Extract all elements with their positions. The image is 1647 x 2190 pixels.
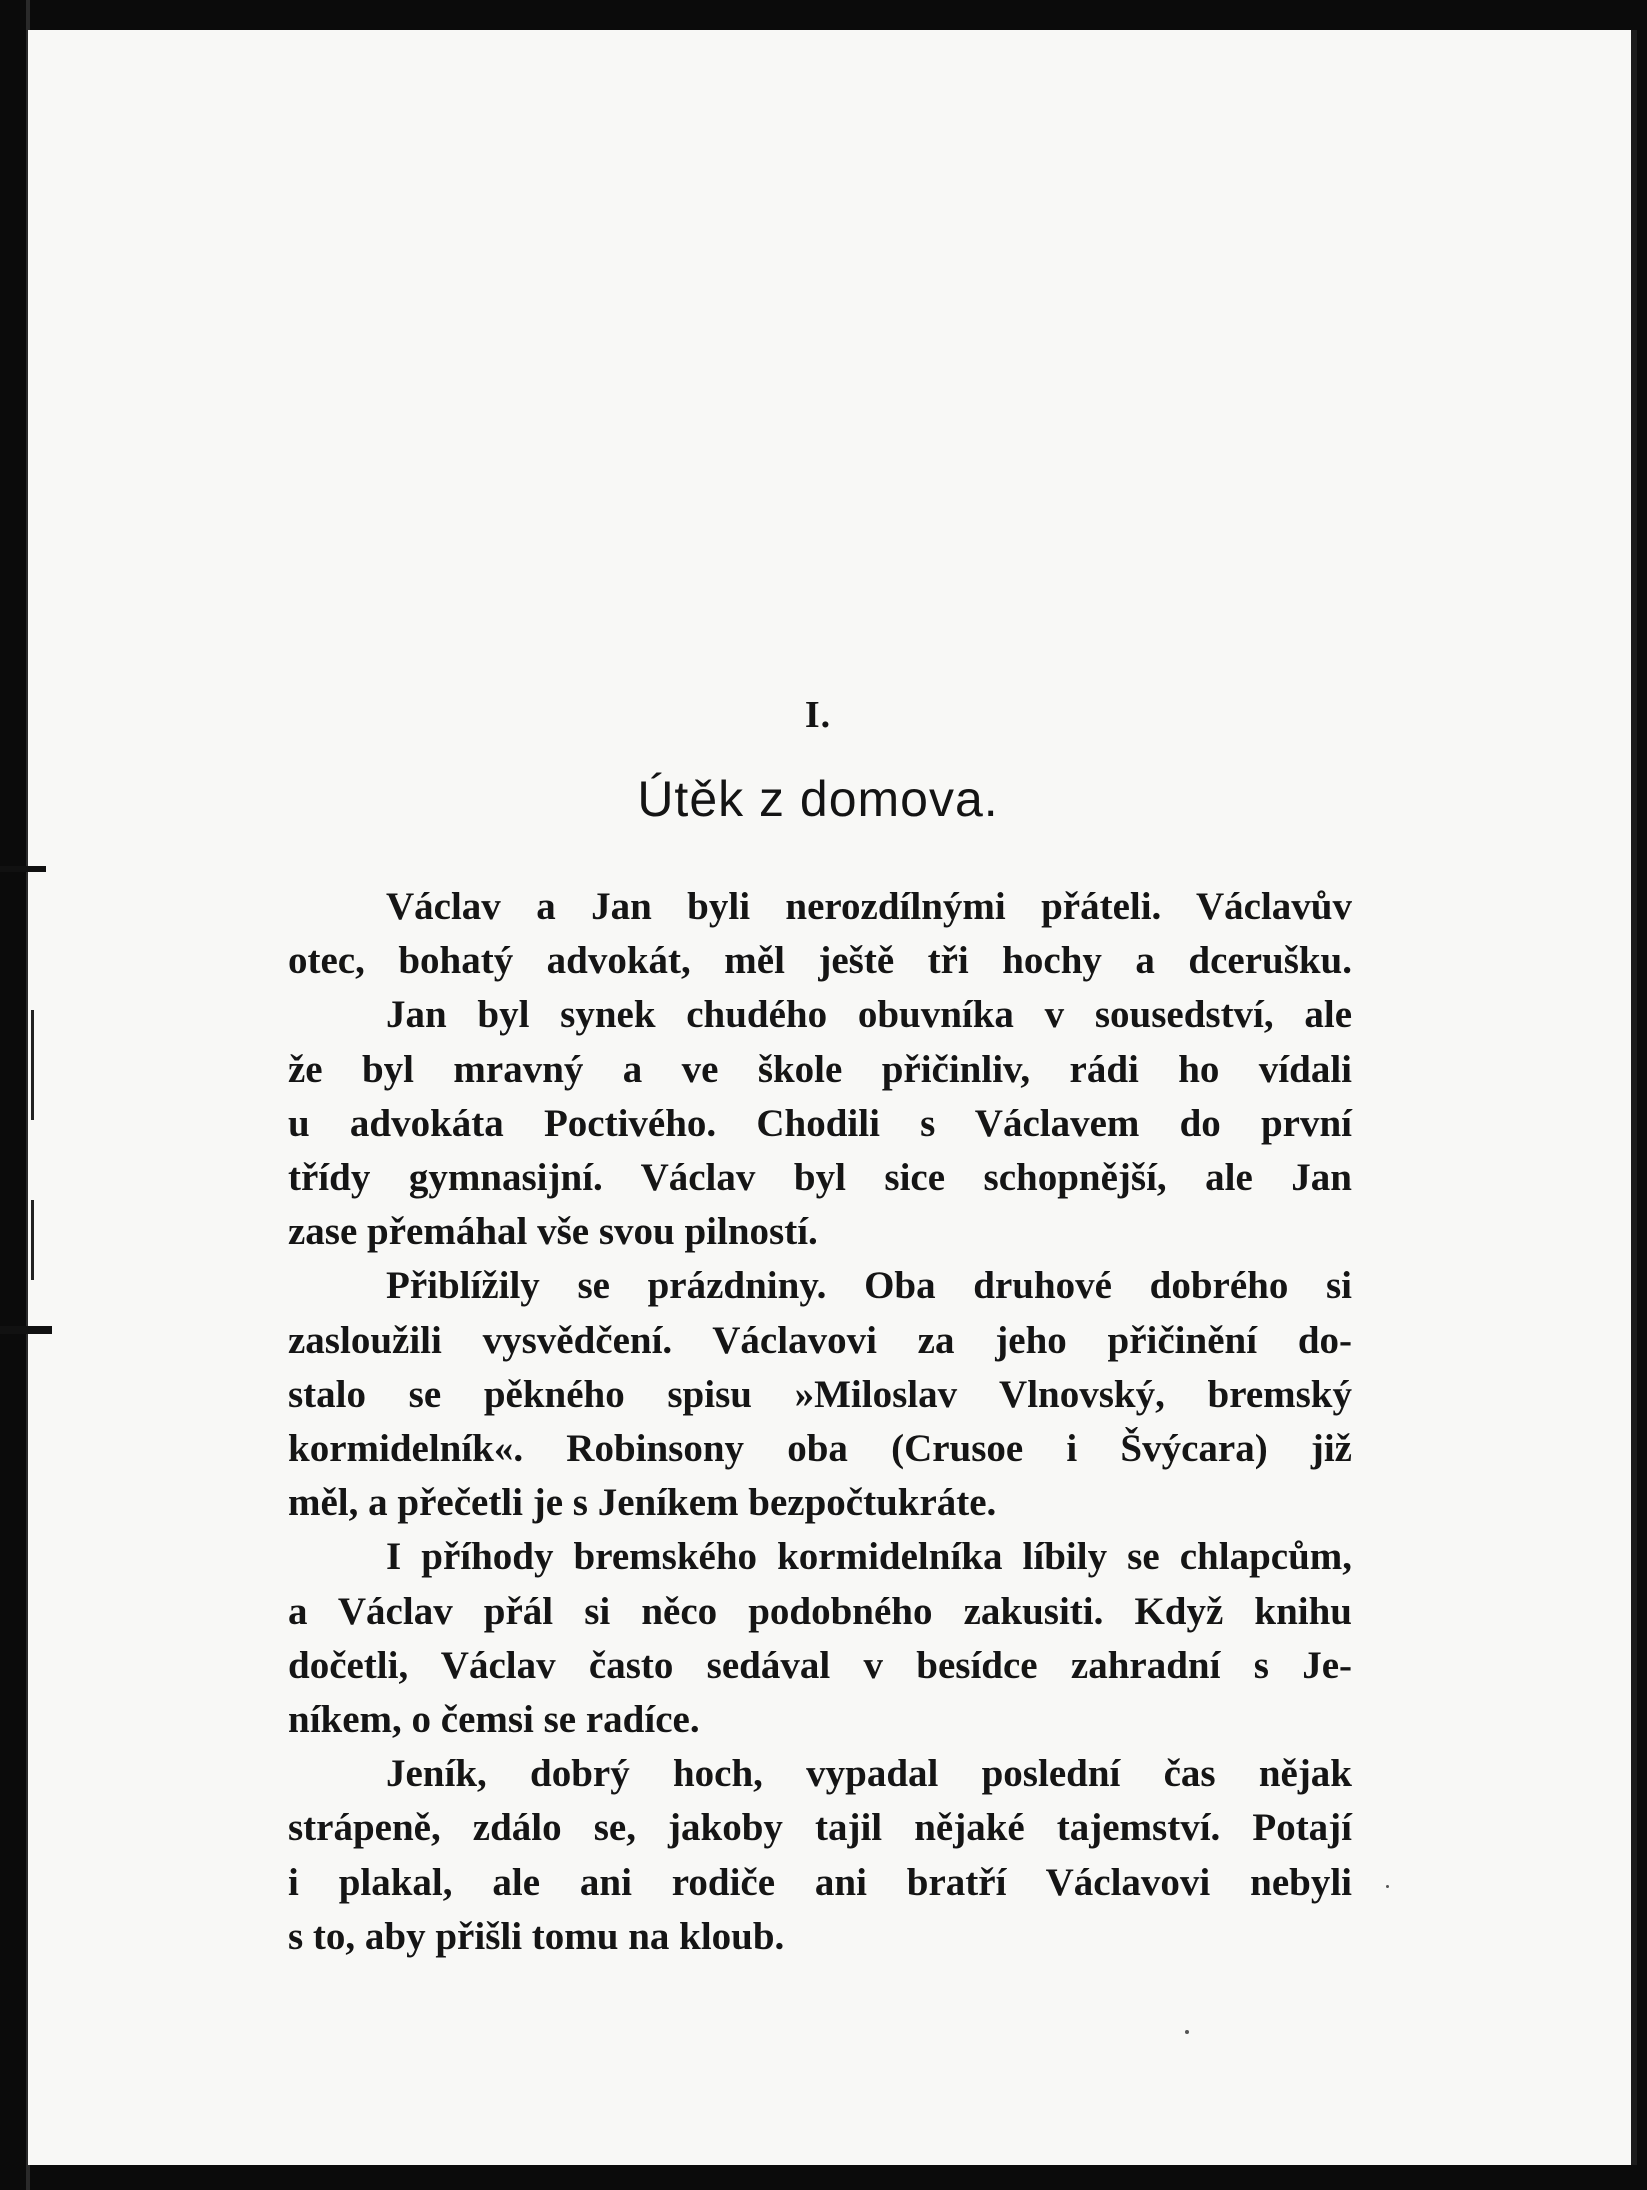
binding-thread-mark (0, 1326, 52, 1334)
text-line: dočetli, Václav často sedával v besídce zahradní s Je- (288, 1643, 1352, 1687)
binding-thread-mark (0, 866, 46, 872)
text-line: Jeník, dobrý hoch, vypadal poslední čas nějak (386, 1752, 1352, 1796)
page-right-edge (1631, 30, 1637, 2165)
text-line: stalo se pěkného spisu »Miloslav Vlnovský, bremský (288, 1372, 1352, 1416)
text-line: že byl mravný a ve škole přičinliv, rádi ho vídali (288, 1047, 1352, 1091)
text-line: zase přemáhal vše svou pilností. (288, 1210, 818, 1254)
binding-line (31, 1200, 34, 1280)
body-text (288, 880, 1352, 1964)
text-line: Přiblížily se prázdniny. Oba druhové dobrého si (386, 1264, 1352, 1308)
paragraph-4 (288, 1747, 1352, 1964)
text-line: Jan byl synek chudého obuvníka v sousedství, ale (386, 993, 1352, 1037)
paragraph-2 (288, 1259, 1352, 1530)
paper-speck (1386, 1885, 1389, 1888)
chapter-number: I. (804, 694, 832, 736)
text-line: zasloužili vysvědčení. Václavovi za jeho přičinění do- (288, 1318, 1352, 1362)
text-line: měl, a přečetli je s Jeníkem bezpočtukráte. (288, 1481, 997, 1525)
text-line: Václav a Jan byli nerozdílnými přáteli. Václavův (386, 885, 1352, 928)
text-line: kormidelník«. Robinsony oba (Crusoe i Švýcara) již (288, 1427, 1352, 1471)
text-line: i plakal, ale ani rodiče ani bratří Václavovi nebyli (288, 1860, 1352, 1904)
text-line: u advokáta Poctivého. Chodili s Václavem do první (288, 1101, 1352, 1145)
text-line: I příhody bremského kormidelníka líbily se chlapcům, (386, 1535, 1352, 1579)
paragraph-3 (288, 1530, 1352, 1747)
binding-line (31, 1010, 34, 1120)
text-line: otec, bohatý advokát, měl ještě tři hochy a dcerušku. (288, 939, 1352, 983)
text-line: strápeně, zdálo se, jakoby tajil nějaké tajemství. Potají (288, 1806, 1352, 1850)
text-line: níkem, o čemsi se radíce. (288, 1698, 700, 1742)
book-page (28, 30, 1631, 2165)
text-line: a Václav přál si něco podobného zakusiti. Když knihu (288, 1589, 1352, 1633)
paper-speck (1185, 2030, 1189, 2034)
text-line: třídy gymnasijní. Václav byl sice schopnější, ale Jan (288, 1156, 1352, 1200)
chapter-title: Útěk z domova. (637, 771, 999, 827)
paragraph-1 (288, 880, 1352, 1259)
text-line: s to, aby přišli tomu na kloub. (288, 1914, 785, 1958)
